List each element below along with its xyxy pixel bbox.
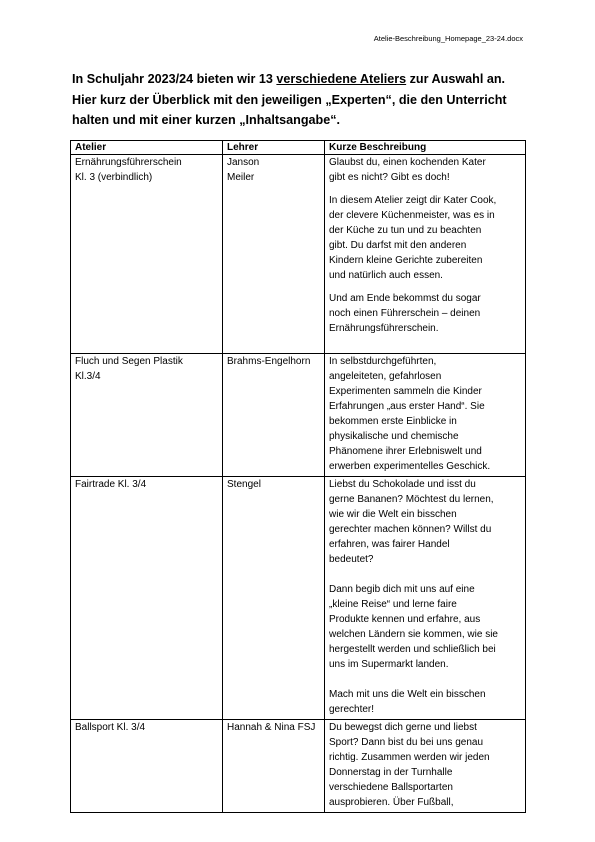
description-line: bedeutet?: [329, 554, 374, 565]
description-line: Produkte kennen und erfahre, aus: [329, 614, 481, 625]
description-line: physikalische und chemische: [329, 431, 459, 442]
description-line: welchen Ländern sie kommen, wie sie: [329, 629, 498, 640]
atelier-name: Ernährungsführerschein: [75, 157, 182, 168]
teacher-name: Brahms-Engelhorn: [227, 356, 311, 367]
intro-line-3: halten und mit einer kurzen „Inhaltsangabe“.: [72, 113, 341, 127]
description-paragraph: [329, 193, 521, 283]
table-row: [71, 354, 526, 477]
atelier-cell: [71, 477, 223, 720]
description-paragraph: [329, 354, 521, 474]
description-line: gerechter!: [329, 704, 375, 715]
intro-line-1-end: zur Auswahl an.: [406, 72, 506, 86]
description-cell: [325, 354, 526, 477]
description-line: Phänomene ihrer Erlebniswelt und: [329, 446, 482, 457]
intro-line-2: Hier kurz der Überblick mit den jeweiligen „Experten“, die den Unterricht: [72, 92, 507, 107]
lehrer-cell: [223, 155, 325, 354]
atelier-table: [70, 140, 526, 813]
description-line: Erfahrungen „aus erster Hand“. Sie: [329, 401, 485, 412]
description-line: Experimenten sammeln die Kinder: [329, 386, 482, 397]
description-line: Dann begib dich mit uns auf eine: [329, 584, 475, 595]
atelier-cell: [71, 155, 223, 354]
description-cell: [325, 720, 526, 813]
table-row: [71, 155, 526, 354]
atelier-name: Fluch und Segen Plastik: [75, 356, 183, 367]
description-paragraph: [329, 720, 521, 810]
description-cell: [325, 477, 526, 720]
table-row: [71, 720, 526, 813]
description-line: Mach mit uns die Welt ein bisschen: [329, 689, 486, 700]
description-paragraph: [329, 155, 521, 185]
teacher-name: Stengel: [227, 479, 261, 490]
table-header-row: [71, 141, 526, 155]
description-line: Und am Ende bekommst du sogar: [329, 293, 481, 304]
description-line: Ernährungsführerschein.: [329, 323, 439, 334]
atelier-cell: [71, 720, 223, 813]
teacher-name: Hannah & Nina FSJ: [227, 722, 316, 733]
description-line: Du bewegst dich gerne und liebst: [329, 722, 477, 733]
description-paragraph: [329, 582, 521, 672]
atelier-name: Ballsport Kl. 3/4: [75, 722, 146, 733]
lehrer-cell: [223, 720, 325, 813]
description-line: Liebst du Schokolade und isst du: [329, 479, 476, 490]
description-line: bekommen erste Einblicke in: [329, 416, 457, 427]
intro-line-1: [72, 69, 532, 90]
description-line: noch einen Führerschein – deinen: [329, 308, 481, 319]
header-atelier: Atelier: [71, 141, 223, 155]
description-line: erwerben experimentelles Geschick.: [329, 461, 491, 472]
lehrer-cell: [223, 354, 325, 477]
description-line: „kleine Reise“ und lerne faire: [329, 599, 457, 610]
atelier-name: Fairtrade Kl. 3/4: [75, 479, 147, 490]
description-line: und natürlich auch essen.: [329, 270, 443, 281]
teacher-name: Janson: [227, 157, 260, 168]
document-filename: Atelie-Beschreibung_Homepage_23-24.docx: [373, 34, 523, 43]
atelier-cell: [71, 354, 223, 477]
description-line: hergestellt werden und schließlich bei: [329, 644, 496, 655]
description-paragraph: [329, 687, 521, 717]
intro-line-1-underlined: verschiedene Ateliers: [276, 72, 407, 86]
description-line: Donnerstag in der Turnhalle: [329, 767, 453, 778]
description-paragraph: [329, 291, 521, 336]
description-line: der clevere Küchenmeister, was es in: [329, 210, 495, 221]
description-line: Sport? Dann bist du bei uns genau: [329, 737, 483, 748]
description-line: In diesem Atelier zeigt dir Kater Cook,: [329, 195, 497, 206]
description-line: angeleiteten, gefahrlosen: [329, 371, 442, 382]
description-line: wie wir die Welt ein bisschen: [329, 509, 457, 520]
header-lehrer: Lehrer: [223, 141, 325, 155]
description-paragraph: [329, 477, 521, 567]
atelier-class: Kl.3/4: [75, 371, 101, 382]
description-line: verschiedene Ballsportarten: [329, 782, 453, 793]
description-line: In selbstdurchgeführten,: [329, 356, 437, 367]
table-row: [71, 477, 526, 720]
description-line: ausprobieren. Über Fußball,: [329, 797, 454, 808]
description-line: gerne Bananen? Möchtest du lernen,: [329, 494, 494, 505]
description-line: Kindern kleine Gerichte zubereiten: [329, 255, 483, 266]
description-line: uns im Supermarkt landen.: [329, 659, 449, 670]
intro-line-1-start: In Schuljahr 2023/24 bieten wir 13: [72, 72, 277, 86]
atelier-class: Kl. 3 (verbindlich): [75, 172, 153, 183]
description-line: richtig. Zusammen werden wir jeden: [329, 752, 490, 763]
header-beschreibung: Kurze Beschreibung: [325, 141, 526, 155]
description-line: gibt. Du darfst mit den anderen: [329, 240, 467, 251]
intro-text: [72, 69, 532, 131]
description-line: der Küche zu tun und zu beachten: [329, 225, 482, 236]
teacher-name: Meiler: [227, 172, 255, 183]
description-line: Glaubst du, einen kochenden Kater: [329, 157, 486, 168]
description-line: gibt es nicht? Gibt es doch!: [329, 172, 450, 183]
description-line: erfahren, was fairer Handel: [329, 539, 450, 550]
description-cell: [325, 155, 526, 354]
description-line: gerechter machen können? Willst du: [329, 524, 492, 535]
lehrer-cell: [223, 477, 325, 720]
